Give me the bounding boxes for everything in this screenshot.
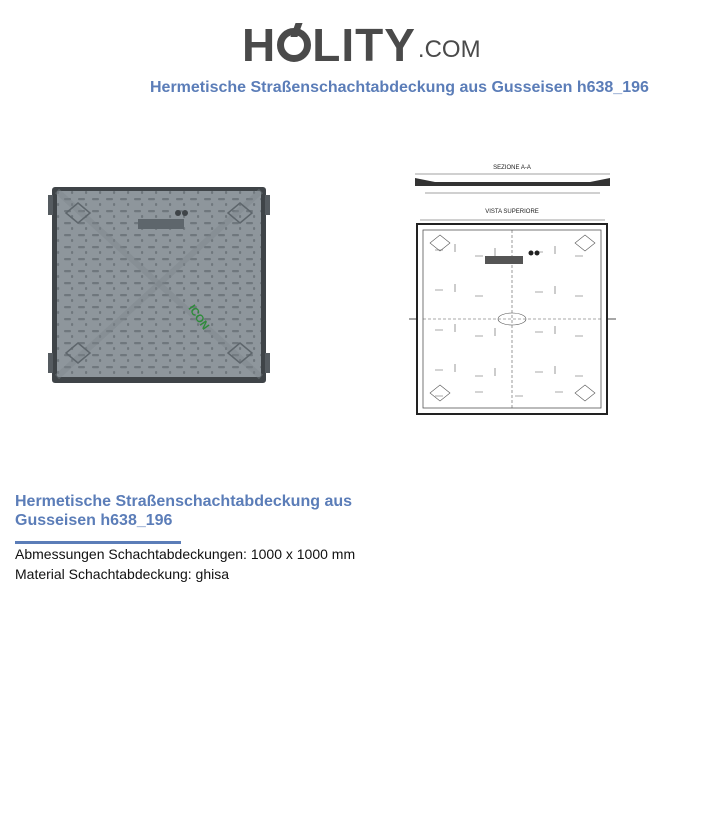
title-underline (15, 541, 181, 544)
logo-letter-h: H (242, 19, 277, 71)
product-photo[interactable] (48, 183, 270, 387)
spec-material: Material Schachtabdeckung: ghisa (15, 566, 230, 582)
site-logo[interactable] (242, 12, 492, 71)
spec-dimensions: Abmessungen Schachtabdeckungen: 1000 x 1000 mm (15, 546, 356, 562)
section-label: SEZIONE A-A (493, 165, 531, 171)
photo-stamp: ICON (185, 302, 212, 333)
logo-o-icon (277, 28, 311, 62)
top-view-label: VISTA SUPERIORE (485, 209, 539, 215)
technical-drawing[interactable] (405, 160, 620, 420)
logo-tld: .COM (417, 36, 481, 63)
logo-wordmark (242, 19, 416, 71)
page-title: Hermetische Straßenschachtabdeckung aus Gusseisen h638_196 (150, 79, 649, 96)
description-title: Hermetische Straßenschachtabdeckung aus Gusseisen h638_196 (15, 493, 353, 529)
logo-letters: LITY (312, 19, 416, 71)
